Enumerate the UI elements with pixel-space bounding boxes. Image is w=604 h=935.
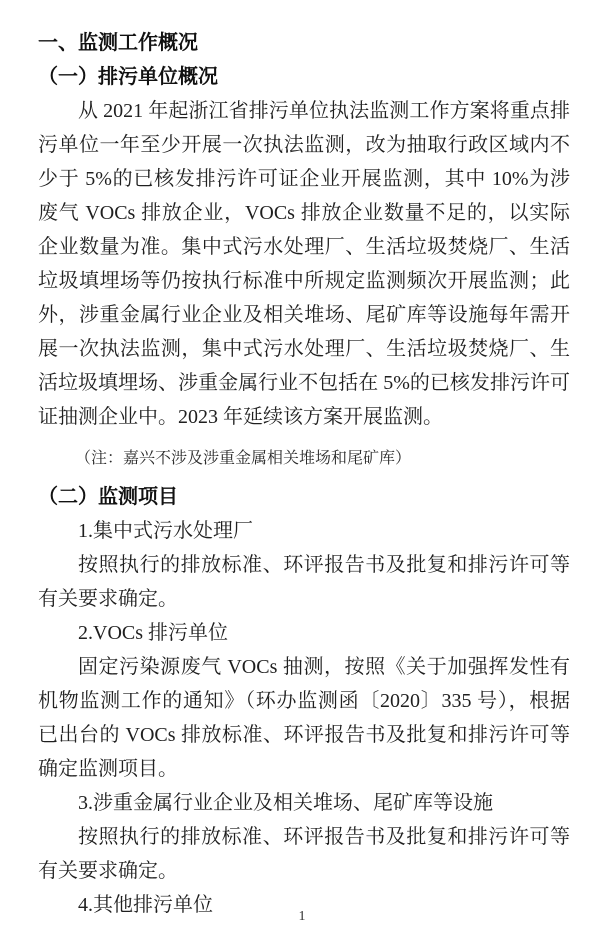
note-line: （注：嘉兴不涉及涉重金属相关堆场和尾矿库） [75, 450, 412, 467]
list-item-body-2: 固定污染源废气 VOCs 抽测，按照《关于加强挥发性有机物监测工作的通知》（环办监测函〔2020〕335 号），根据已出台的 VOCs 排放标准、环评报告书及批复和排污许可等确定监测项目。 [38, 656, 570, 780]
list-item-body-1: 按照执行的排放标准、环评报告书及批复和排污许可等有关要求确定。 [38, 554, 570, 610]
overview-paragraph: 从 2021 年起浙江省排污单位执法监测工作方案将重点排污单位一年至少开展一次执法监测，改为抽取行政区域内不少于 5%的已核发排污许可证企业开展监测，其中 10%为涉废气 VOCs 排放企业，VOCs 排放企业数量不足的，以实际企业数量为准。集中式污水处理厂、生活垃圾焚烧厂、生活垃圾填埋场等仍按执行标准中所规定监测频次开展监测；此外，涉重金属行业企业及相关堆场、尾矿库等设施每年需开展一次执法监测，集中式污水处理厂、生活垃圾焚烧厂、生活垃圾填埋场、涉重金属行业不包括在 5%的已核发排污许可证抽测企业中。2023 年延续该方案开展监测。 [38, 100, 570, 428]
subsection-heading-2: （二）监测项目 [38, 486, 178, 508]
list-item-title-2: 2.VOCs 排污单位 [78, 622, 229, 644]
list-item-title-3: 3.涉重金属行业企业及相关堆场、尾矿库等设施 [78, 792, 493, 814]
page-number: 1 [298, 909, 306, 924]
subsection-heading-1: （一）排污单位概况 [38, 66, 218, 88]
list-item-title-1: 1.集中式污水处理厂 [78, 520, 253, 542]
list-item-title-4: 4.其他排污单位 [78, 894, 213, 916]
main-heading: 一、监测工作概况 [38, 32, 198, 54]
list-item-body-3: 按照执行的排放标准、环评报告书及批复和排污许可等有关要求确定。 [38, 826, 570, 882]
